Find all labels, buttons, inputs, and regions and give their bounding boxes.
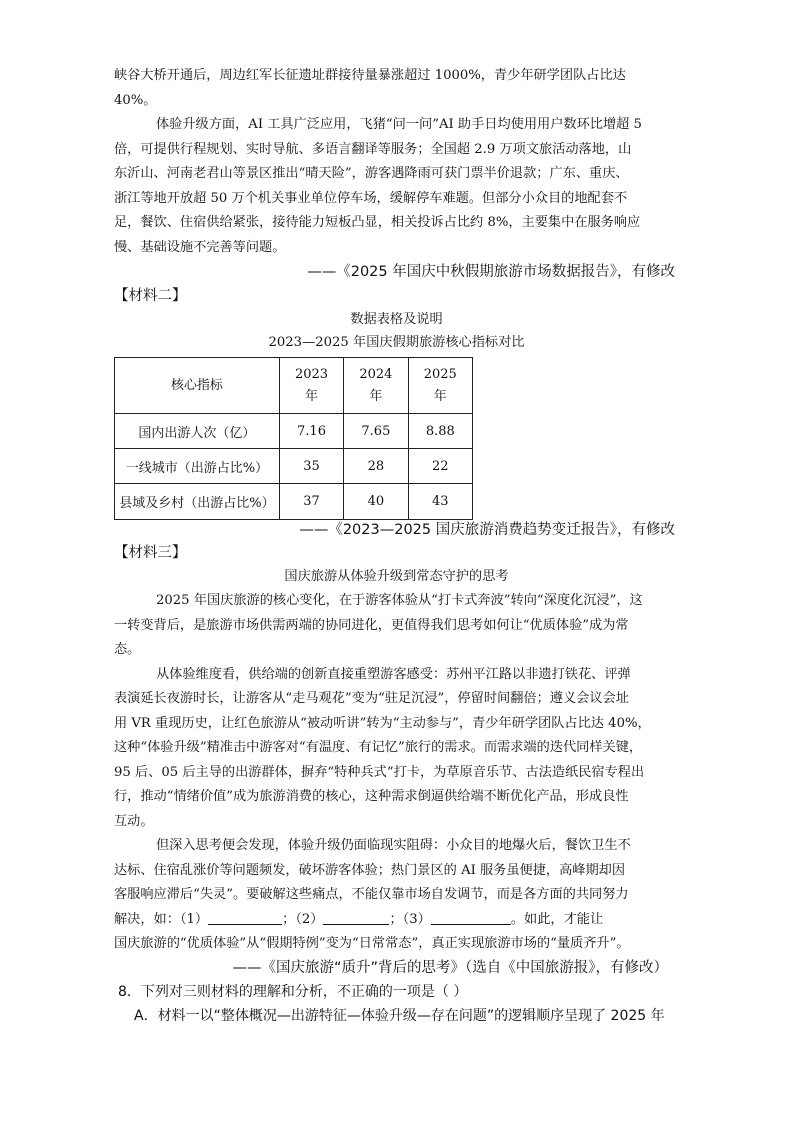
material3-line-13: 客服响应滞后“失灵”。要破解这些痛点，不能仅靠市场自发调节，而是各方面的共同努力 (114, 887, 629, 902)
table-header-2024: 2024 年 (344, 358, 408, 414)
material3-source: ——《国庆旅游“质升”背后的思考》（选自《中国旅游报》，有修改） (232, 960, 668, 976)
material3-line-1: 2025 年国庆旅游的核心变化，在于游客体验从“打卡式奔波”转向“深度化沉浸”，这 (156, 593, 643, 608)
material3-line-3: 态。 (114, 642, 141, 657)
table-row-label: 县域及乡村（出游占比%） (115, 484, 280, 520)
fill-in-sep-2: ；（2） (282, 912, 324, 927)
table-row (115, 414, 473, 449)
material2-heading: 【材料二】 (114, 288, 187, 304)
question-stem: 8．下列对三则材料的理解和分析，不正确的一项是（ ） (118, 984, 468, 1000)
material3-line-10: 互动。 (114, 814, 154, 829)
material3-line-8: 95 后、05 后主导的出游群体，摒弃“特种兵式”打卡，为草原音乐节、古法造纸民宿专程出 (114, 765, 645, 780)
answer-blank-2[interactable] (323, 910, 389, 925)
table-cell: 40 (344, 484, 408, 520)
answer-blank-1[interactable] (208, 910, 282, 925)
indicator-table (114, 357, 473, 520)
material1-line-1: 峡谷大桥开通后，周边红军长征遗址群接待量暴涨超过 1000%，青少年研学团队占比达 (114, 68, 626, 83)
fill-in-tail: 。如此，才能让 (510, 912, 604, 927)
table-header-2025: 2025 年 (408, 358, 472, 414)
material3-line-6: 用 VR 重现历史，让红色旅游从“被动听讲”转为“主动参与”，青少年研学团队占比达 40%， (114, 716, 651, 731)
material3-title: 国庆旅游从体验升级到常态守护的思考 (284, 569, 509, 584)
table-cell: 28 (344, 449, 408, 484)
material3-line-15: 国庆旅游的“优质体验”从“假期特例”变为“日常常态”，真正实现旅游市场的“量质齐升”。 (114, 936, 630, 951)
table-cell: 7.65 (344, 414, 408, 449)
table-row-label: 国内出游人次（亿） (115, 414, 280, 449)
table-row (115, 449, 473, 484)
table-cell: 22 (408, 449, 472, 484)
material2-source: ——《2023—2025 国庆旅游消费趋势变迁报告》，有修改 (299, 522, 675, 538)
material1-line-7: 足，餐饮、住宿供给紧张，接待能力短板凸显，相关投诉占比约 8%，主要集中在服务响应 (114, 215, 641, 230)
material3-heading: 【材料三】 (114, 545, 187, 561)
material1-source: ——《2025 年国庆中秋假期旅游市场数据报告》，有修改 (307, 264, 675, 280)
material1-line-3: 体验升级方面，AI 工具广泛应用，飞猪“问一问”AI 助手日均使用用户数环比增超 5 (156, 117, 642, 132)
material1-line-5: 东沂山、河南老君山等景区推出“晴天险”，游客遇降雨可获门票半价退款；广东、重庆、 (114, 166, 629, 181)
material1-line-8: 慢、基础设施不完善等问题。 (114, 240, 286, 255)
material3-line-2: 一转变背后，是旅游市场供需两端的协同进化，更值得我们思考如何让“优质体验”成为常 (114, 618, 629, 633)
table-cell: 7.16 (279, 414, 343, 449)
material3-line-9: 行，推动“情绪价值”成为旅游消费的核心，这种需求倒逼供给端不断优化产品，形成良性 (114, 789, 629, 804)
fill-in-lead: 解决，如：（1） (114, 912, 209, 927)
material3-line-11: 但深入思考便会发现，体验升级仍面临现实阻碍：小众目的地爆火后，餐饮卫生不 (156, 838, 631, 853)
fill-in-sep-3: ；（3） (389, 912, 431, 927)
material3-line-12: 达标、住宿乱涨价等问题频发，破坏游客体验；热门景区的 AI 服务虽便捷，高峰期却因 (114, 863, 626, 878)
table-header-label: 核心指标 (115, 358, 280, 414)
material3-line-7: 这种“体验升级”精准击中游客对“有温度、有记忆”旅行的需求。而需求端的迭代同样关键， (114, 740, 643, 755)
table-cell: 8.88 (408, 414, 472, 449)
option-a[interactable]: A．材料一以“整体概况—出游特征—体验升级—存在问题”的逻辑顺序呈现了 2025 年 (134, 1008, 665, 1024)
table-row (115, 484, 473, 520)
table-header-2023: 2023 年 (279, 358, 343, 414)
material1-line-2: 40%。 (114, 93, 157, 108)
material1-line-6: 浙江等地开放超 50 万个机关事业单位停车场，缓解停车难题。但部分小众目的地配套不 (114, 191, 628, 206)
material3-line-5: 表演延长夜游时长，让游客从“走马观花”变为“驻足沉浸”，停留时间翻倍；遵义会议会址 (114, 691, 629, 706)
table-row-label: 一线城市（出游占比%） (115, 449, 280, 484)
material2-subtitle: 数据表格及说明 (350, 312, 443, 327)
table-cell: 43 (408, 484, 472, 520)
material3-line-14 (114, 910, 603, 930)
table-header-row (115, 358, 473, 414)
table-cell: 35 (279, 449, 343, 484)
material1-line-4: 倍，可提供行程规划、实时导航、多语言翻译等服务；全国超 2.9 万项文旅活动落地，山 (114, 142, 632, 157)
material3-line-4: 从体验维度看，供给端的创新直接重塑游客感受：苏州平江路以非遗打铁花、评弹 (156, 667, 631, 682)
table-cell: 37 (279, 484, 343, 520)
table-title: 2023—2025 年国庆假期旅游核心指标对比 (268, 335, 525, 350)
answer-blank-3[interactable] (431, 910, 511, 925)
